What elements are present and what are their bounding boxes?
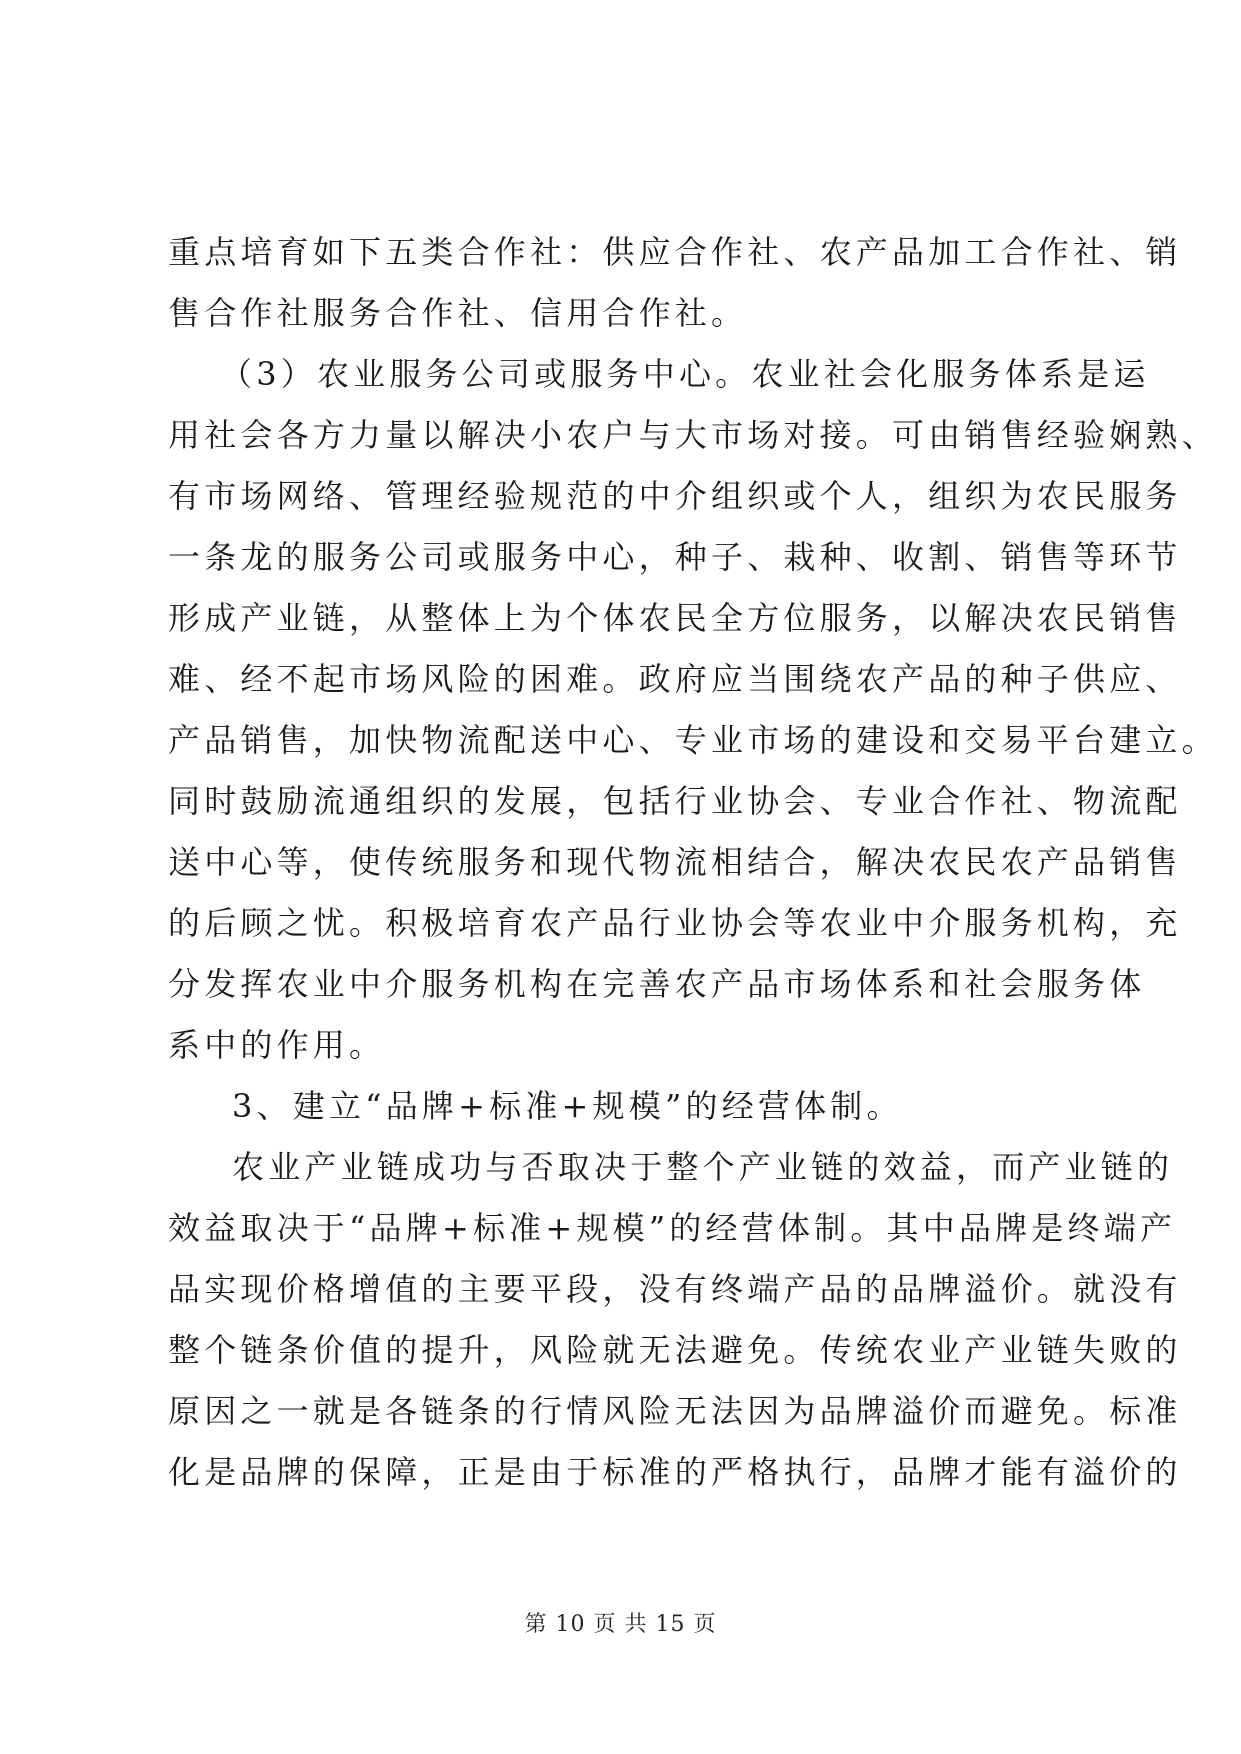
text-line: 用社会各方力量以解决小农户与大市场对接。可由销售经验娴熟、 xyxy=(168,416,1218,454)
text-line: 售合作社服务合作社、信用合作社。 xyxy=(168,294,748,332)
text-line: 的后顾之忧。积极培育农产品行业协会等农业中介服务机构，充 xyxy=(168,904,1182,942)
text-line: 品实现价格增值的主要平段，没有终端产品的品牌溢价。就没有 xyxy=(168,1270,1182,1308)
text-line: 难、经不起市场风险的困难。政府应当围绕农产品的种子供应、 xyxy=(168,660,1182,698)
text-line: 同时鼓励流通组织的发展，包括行业协会、专业合作社、物流配 xyxy=(168,782,1182,820)
text-line: 形成产业链，从整体上为个体农民全方位服务，以解决农民销售 xyxy=(168,599,1182,637)
text-line: 重点培育如下五类合作社：供应合作社、农产品加工合作社、销 xyxy=(168,233,1182,271)
text-line: 效益取决于“品牌+标准+规模”的经营体制。其中品牌是终端产 xyxy=(168,1209,1177,1247)
text-line: 分发挥农业中介服务机构在完善农产品市场体系和社会服务体 xyxy=(168,965,1146,1003)
text-line: 有市场网络、管理经验规范的中介组织或个人，组织为农民服务 xyxy=(168,477,1182,515)
page-number: 第 10 页 共 15 页 xyxy=(524,1612,717,1637)
section-heading: 3、建立“品牌+标准+规模”的经营体制。 xyxy=(232,1087,903,1125)
text-line: 原因之一就是各链条的行情风险无法因为品牌溢价而避免。标准 xyxy=(168,1392,1182,1430)
text-line: 产品销售，加快物流配送中心、专业市场的建设和交易平台建立。 xyxy=(168,721,1218,759)
text-line: 农业产业链成功与否取决于整个产业链的效益，而产业链的 xyxy=(232,1148,1174,1186)
text-line: 送中心等，使传统服务和现代物流相结合，解决农民农产品销售 xyxy=(168,843,1182,881)
text-line: 一条龙的服务公司或服务中心，种子、栽种、收割、销售等环节 xyxy=(168,538,1182,576)
text-line: 整个链条价值的提升，风险就无法避免。传统农业产业链失败的 xyxy=(168,1331,1182,1369)
text-line: 化是品牌的保障，正是由于标准的严格执行，品牌才能有溢价的 xyxy=(168,1453,1182,1491)
text-line: 系中的作用。 xyxy=(168,1026,386,1064)
text-line: （3）农业服务公司或服务中心。农业社会化服务体系是运 xyxy=(220,355,1150,393)
